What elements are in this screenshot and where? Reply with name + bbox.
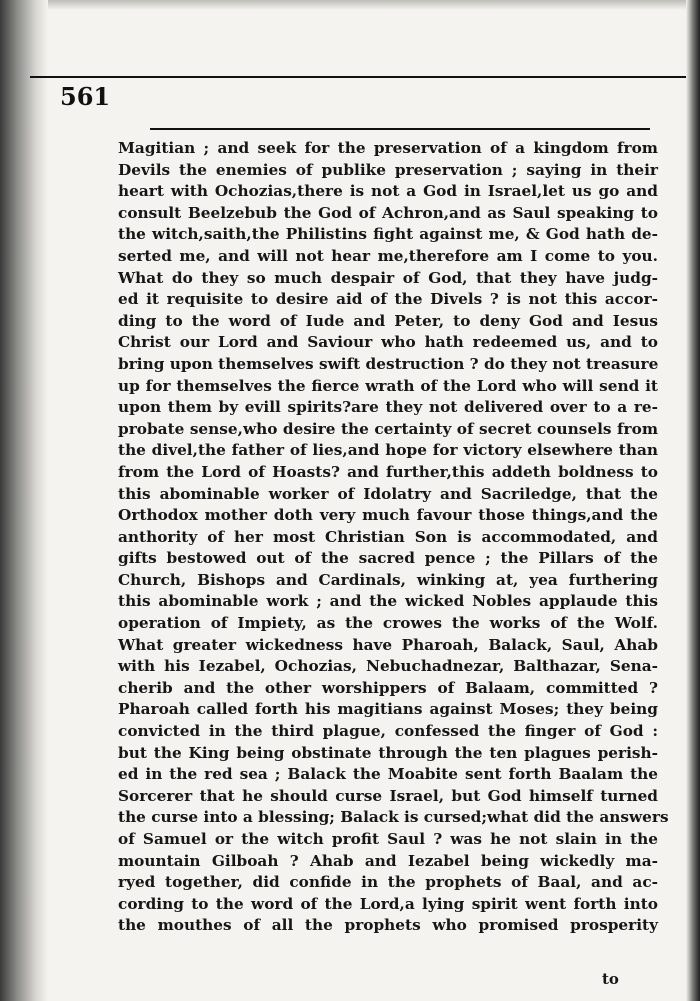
text-line: ding to the word of Iude and Peter, to deny God and Iesus	[118, 311, 658, 330]
page-top-edge	[0, 0, 700, 10]
text-line: the witch,saith,the Philistins fight against me, & God hath de-	[118, 225, 658, 244]
text-line: but the King being obstinate through the ten plagues perish-	[118, 743, 658, 762]
body-text	[118, 138, 669, 937]
text-line: the curse into a blessing; Balack is cursed;what did the answers	[118, 808, 669, 827]
text-line: consult Beelzebub the God of Achron,and as Saul speaking to	[118, 203, 658, 222]
page-number: 561	[60, 82, 111, 111]
page-right-edge	[686, 0, 700, 1001]
text-line: cording to the word of the Lord,a lying spirit went forth into	[118, 894, 658, 913]
text-line: Church, Bishops and Cardinals, winking at, yea furthering	[118, 570, 658, 589]
text-line: anthority of her most Christian Son is accommodated, and	[118, 527, 658, 546]
text-line: bring upon themselves swift destruction ? do they not treasure	[118, 354, 659, 373]
text-line: of Samuel or the witch profit Saul ? was he not slain in the	[118, 830, 658, 848]
text-line: heart with Ochozias,there is not a God in Israel,let us go and	[118, 182, 658, 201]
text-line: What greater wickedness have Pharoah, Balack, Saul, Ahab	[118, 635, 658, 654]
text-line: Christ our Lord and Saviour who hath redeemed us, and to	[118, 333, 658, 352]
text-line: What do they so much despair of God, that they have judg-	[118, 268, 658, 287]
text-line: upon them by evill spirits?are they not delivered over to a re-	[118, 398, 658, 417]
text-line: gifts bestowed out of the sacred pence ; the Pillars of the	[118, 549, 658, 568]
text-line: Magitian ; and seek for the preservation of a kingdom from	[118, 139, 658, 157]
text-line: serted me, and will not hear me,therefore am I come to you.	[118, 246, 658, 265]
text-line: ed it requisite to desire aid of the Divels ? is not this accor-	[118, 290, 658, 309]
catchword: to	[602, 970, 619, 988]
text-line: ed in the red sea ; Balack the Moabite sent forth Baalam the	[118, 765, 658, 784]
text-line: ryed together, did confide in the prophets of Baal, and ac-	[118, 873, 658, 892]
header-rule	[30, 76, 686, 78]
text-line: the mouthes of all the prophets who promised prosperity	[118, 916, 658, 935]
text-line: probate sense,who desire the certainty of secret counsels from	[118, 419, 658, 438]
binding-gutter-shadow	[0, 0, 48, 1001]
text-line: Orthodox mother doth very much favour those things,and the	[118, 506, 658, 525]
text-line: mountain Gilboah ? Ahab and Iezabel being wickedly ma-	[118, 851, 658, 870]
text-line: Sorcerer that he should curse Israel, but God himself turned	[118, 786, 658, 805]
text-line: the divel,the father of lies,and hope for victory elsewhere than	[118, 441, 658, 460]
text-line: up for themselves the fierce wrath of the Lord who will send it	[118, 376, 658, 395]
subheader-rule	[150, 128, 650, 130]
text-line: this abominable work ; and the wicked Nobles applaude this	[118, 592, 658, 611]
text-line: Pharoah called forth his magitians against Moses; they being	[118, 700, 658, 719]
text-line: cherib and the other worshippers of Balaam, committed ?	[118, 678, 658, 697]
text-line: this abominable worker of Idolatry and Sacriledge, that the	[118, 484, 658, 503]
text-line: Devils the enemies of publike preservation ; saying in their	[118, 160, 658, 179]
text-line: operation of Impiety, as the crowes the works of the Wolf.	[118, 614, 658, 633]
text-line: from the Lord of Hoasts? and further,this addeth boldness to	[118, 462, 658, 481]
text-line: convicted in the third plague, confessed the finger of God :	[118, 722, 658, 741]
text-line: with his Iezabel, Ochozias, Nebuchadnezar, Balthazar, Sena-	[118, 657, 658, 676]
